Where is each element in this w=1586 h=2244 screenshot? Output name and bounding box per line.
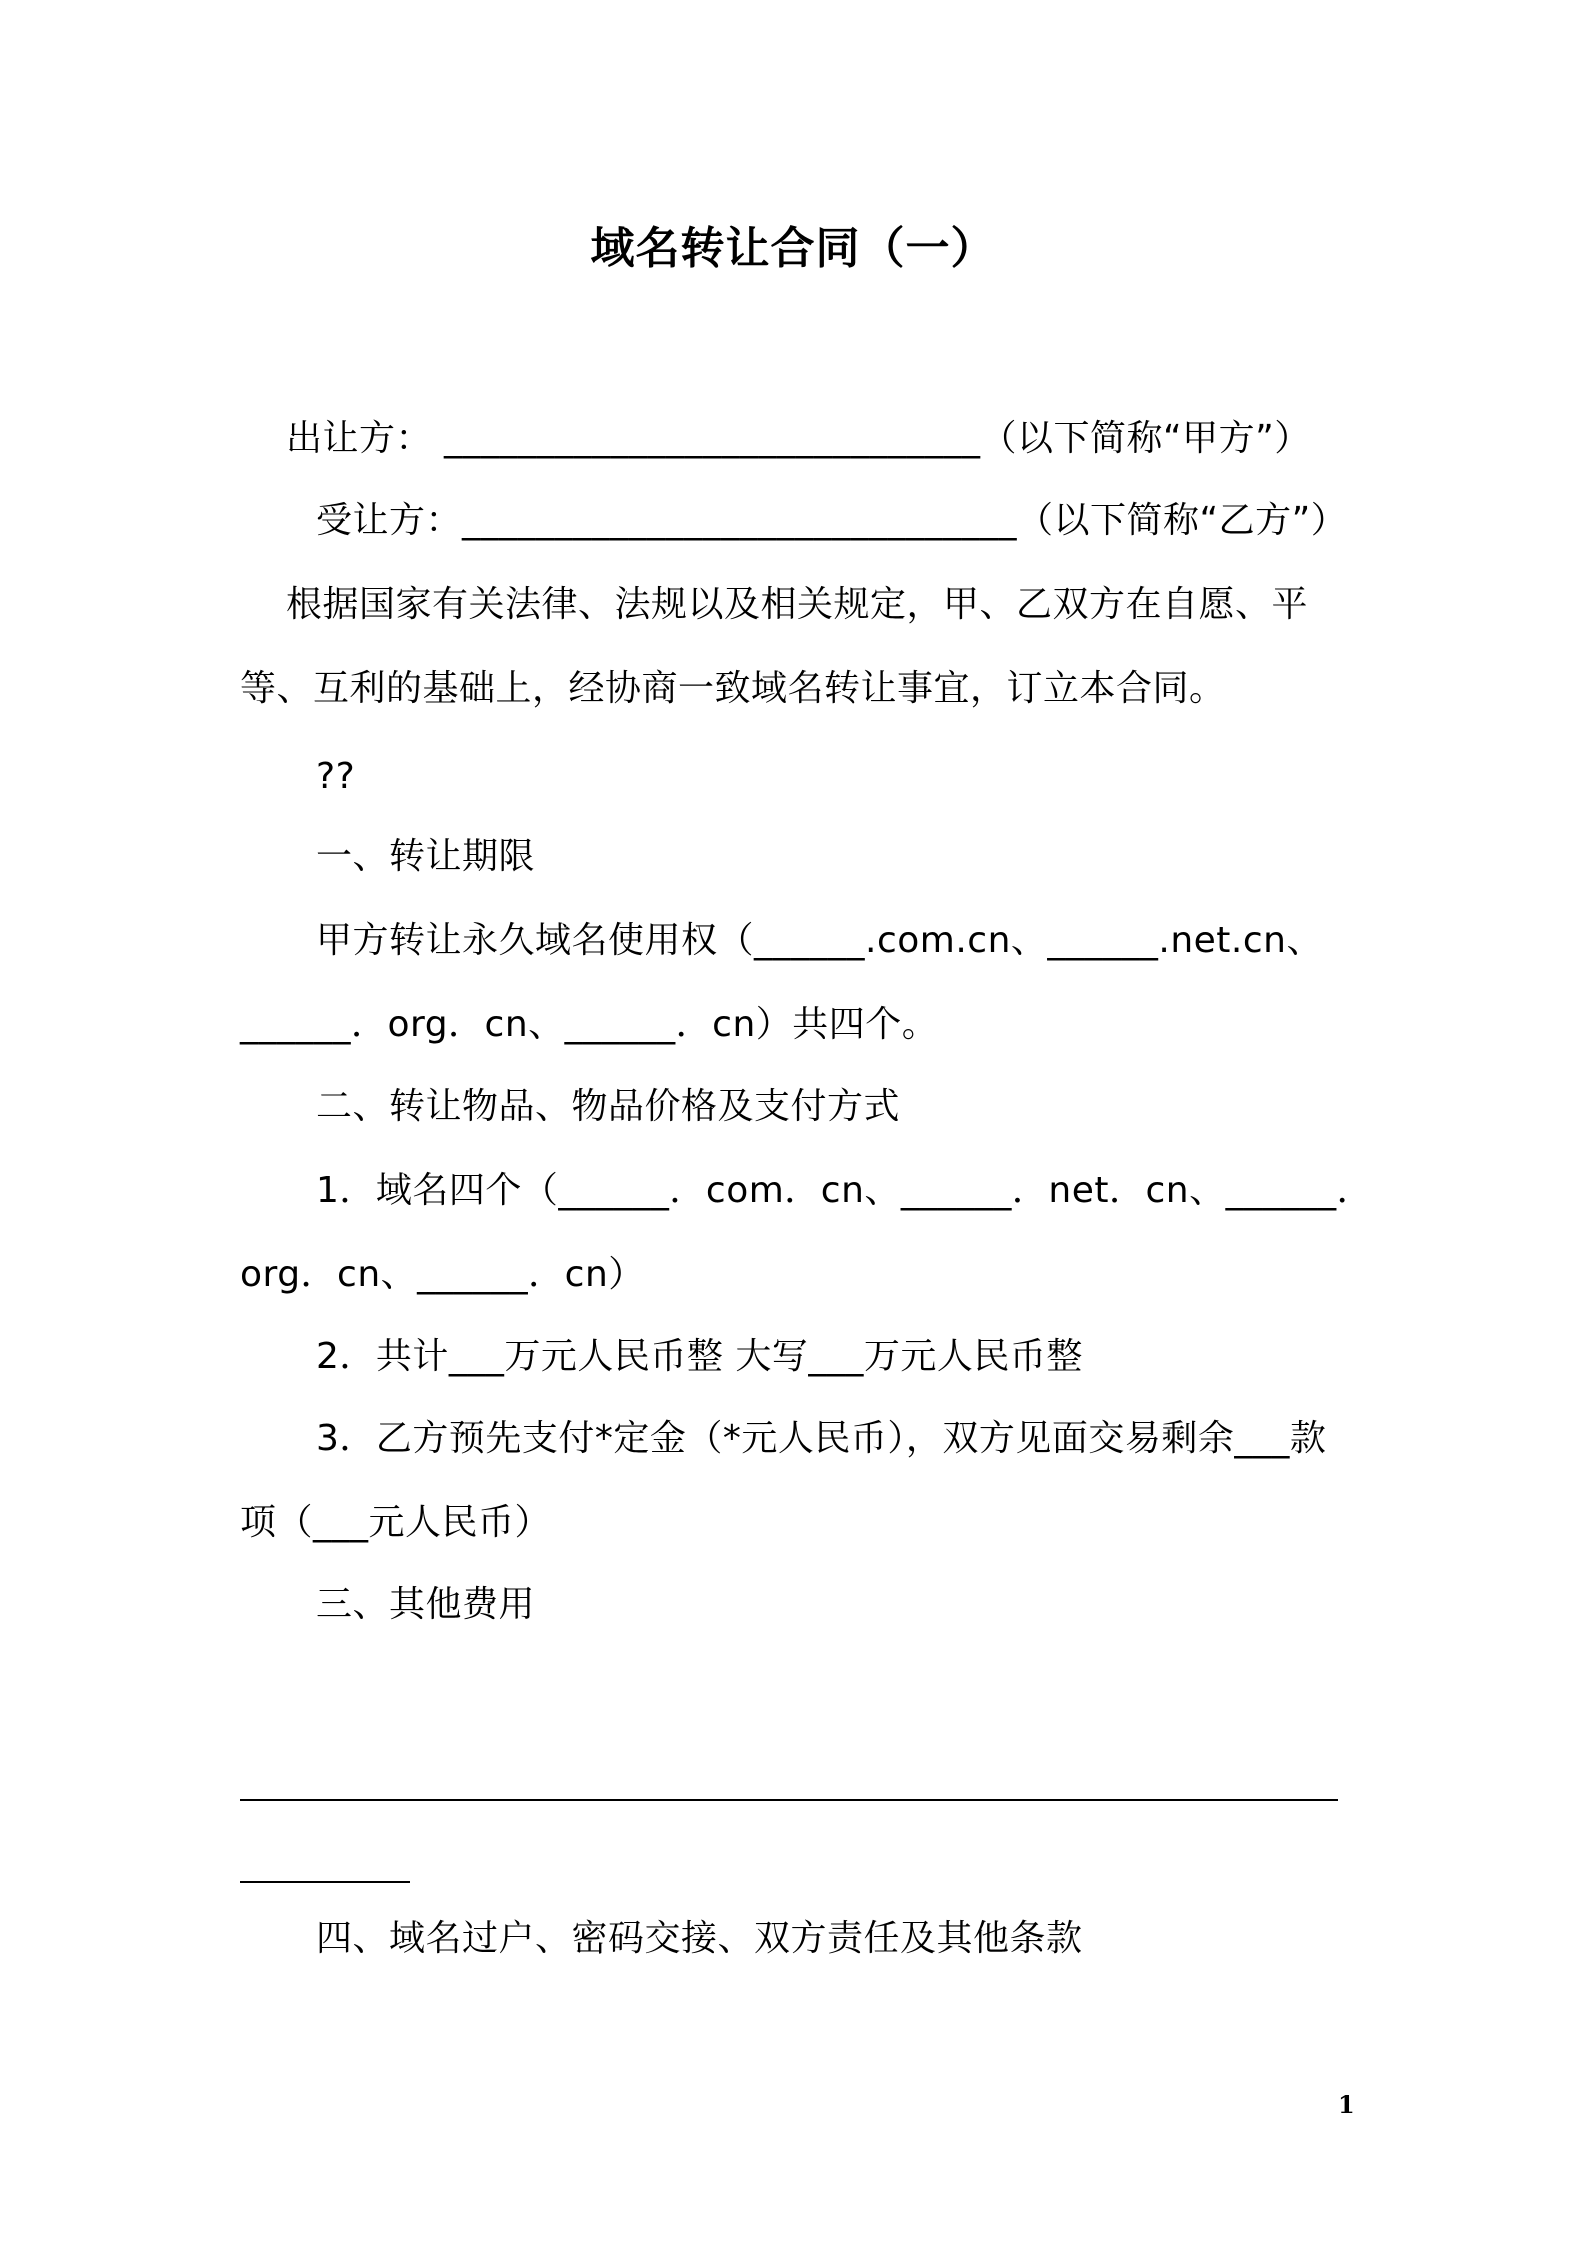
section-heading-4: 四、域名过户、密码交接、双方责任及其他条款 (316, 1918, 1083, 1959)
section-heading-3: 三、其他费用 (316, 1584, 536, 1625)
document-title: 域名转让合同（一） (590, 223, 996, 274)
section-1-line-1: 甲方转让永久域名使用权（______.com.cn、______.net.cn、 (316, 920, 1323, 961)
section-2-item-3-line-1: 3．乙方预先支付*定金（*元人民币），双方见面交易剩余___款 (316, 1418, 1327, 1459)
section-2-item-2: 2．共计___万元人民币整 大写___万元人民币整 (316, 1336, 1083, 1377)
section-2-item-1-line-2: org．cn、______．cn） (240, 1254, 645, 1295)
section-1-line-2: ______．org．cn、______．cn）共四个。 (240, 1004, 939, 1045)
placeholder-marks: ?? (316, 756, 356, 797)
blank-fill-line-1 (240, 1799, 1338, 1801)
section-2-item-3-line-2: 项（___元人民币） (240, 1502, 552, 1543)
party-b-line: 受让方：______________________________（以下简称“乙方”） (316, 500, 1348, 541)
section-heading-2: 二、转让物品、物品价格及支付方式 (316, 1086, 901, 1127)
section-2-item-1-line-1: 1．域名四个（______．com．cn、______．net．cn、______． (316, 1170, 1374, 1211)
preamble-line-2: 等、互利的基础上，经协商一致域名转让事宜，订立本合同。 (240, 668, 1226, 709)
party-a-line: 出让方： _____________________________（以下简称“甲方”） (286, 418, 1311, 459)
blank-fill-line-2 (240, 1881, 410, 1883)
preamble-line-1: 根据国家有关法律、法规以及相关规定，甲、乙双方在自愿、平 (286, 584, 1309, 625)
section-heading-1: 一、转让期限 (316, 836, 536, 877)
page-number: 1 (1338, 2090, 1355, 2119)
